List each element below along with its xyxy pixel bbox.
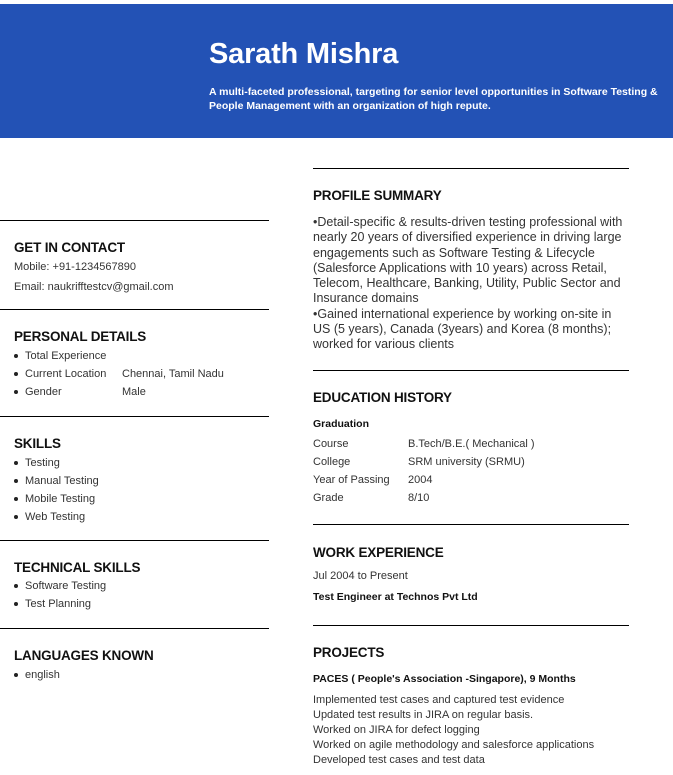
divider (313, 370, 629, 371)
list-item: Software Testing (14, 579, 106, 597)
list-item (14, 367, 224, 385)
row-label: Course (313, 438, 349, 450)
row-value: 8/10 (408, 492, 430, 504)
personal-details-title: PERSONAL DETAILS (14, 329, 147, 344)
list-item: Implemented test cases and captured test evidence (313, 694, 565, 706)
row-value: B.Tech/B.E.( Mechanical ) (408, 438, 535, 450)
row-value: SRM university (SRMU) (408, 456, 525, 468)
work-period: Jul 2004 to Present (313, 570, 408, 582)
list-item: Updated test results in JIRA on regular basis. (313, 709, 534, 721)
detail-label: Current Location (25, 368, 107, 380)
row-label: Grade (313, 492, 344, 504)
list-item: Web Testing (14, 510, 99, 528)
profile-paragraph: •Detail-specific & results-driven testing professional with nearly 20 years of diversified experience in driving large engagements such as Software Testing & Lifecycle (Salesforce Applications with 10 years) across Retail, Telecom, Healthcare, Banking, Utility, Public Sector and Insurance domains (313, 215, 623, 306)
divider (0, 416, 269, 417)
list-item (14, 349, 106, 367)
list-item: Test Planning (14, 597, 106, 615)
profile-summary-title: PROFILE SUMMARY (313, 188, 442, 203)
personal-details-list (14, 349, 224, 403)
project-details (313, 693, 594, 768)
profile-summary-text (313, 215, 629, 353)
education-title: EDUCATION HISTORY (313, 390, 452, 405)
divider (313, 524, 629, 525)
contact-email[interactable]: Email: naukrifftestcv@gmail.com (14, 281, 174, 293)
divider (0, 540, 269, 541)
languages-list (14, 668, 60, 686)
row-label: Year of Passing (313, 474, 390, 486)
list-item (14, 385, 146, 403)
divider (0, 628, 269, 629)
languages-title: LANGUAGES KNOWN (14, 648, 154, 663)
skills-title: SKILLS (14, 436, 61, 451)
skills-list (14, 456, 99, 528)
resume-header (0, 4, 673, 138)
detail-label: Gender (25, 386, 62, 398)
list-item: english (14, 668, 60, 686)
list-item: Worked on JIRA for defect logging (313, 724, 480, 736)
profile-paragraph: •Gained international experience by working on-site in US (5 years), Canada (3years) and Korea (8 months); worked for various clients (313, 306, 612, 352)
divider (0, 220, 269, 221)
projects-title: PROJECTS (313, 645, 385, 660)
project-name: PACES ( People's Association -Singapore), 9 Months (313, 673, 576, 685)
contact-mobile: Mobile: +91-1234567890 (14, 261, 137, 273)
list-item: Testing (14, 456, 99, 474)
list-item: Manual Testing (14, 474, 99, 492)
candidate-name: Sarath Mishra (209, 38, 399, 70)
candidate-tagline: A multi-faceted professional, targeting for senior level opportunities in Software Testing & People Management with an organization of high repute. (209, 86, 658, 112)
detail-label: Total Experience (25, 350, 107, 362)
education-subtitle: Graduation (313, 418, 370, 430)
divider (313, 168, 629, 169)
work-role: Test Engineer at Technos Pvt Ltd (313, 591, 478, 603)
list-item: Mobile Testing (14, 492, 99, 510)
work-experience-title: WORK EXPERIENCE (313, 545, 444, 560)
divider (313, 625, 629, 626)
detail-value: Chennai, Tamil Nadu (122, 368, 224, 380)
technical-skills-list (14, 579, 106, 615)
contact-title: GET IN CONTACT (14, 240, 125, 255)
list-item: Worked on agile methodology and salesforce applications (313, 739, 595, 751)
technical-skills-title: TECHNICAL SKILLS (14, 560, 141, 575)
row-value: 2004 (408, 474, 433, 486)
row-label: College (313, 456, 351, 468)
list-item: Developed test cases and test data (313, 754, 485, 766)
divider (0, 309, 269, 310)
detail-value: Male (122, 386, 146, 398)
